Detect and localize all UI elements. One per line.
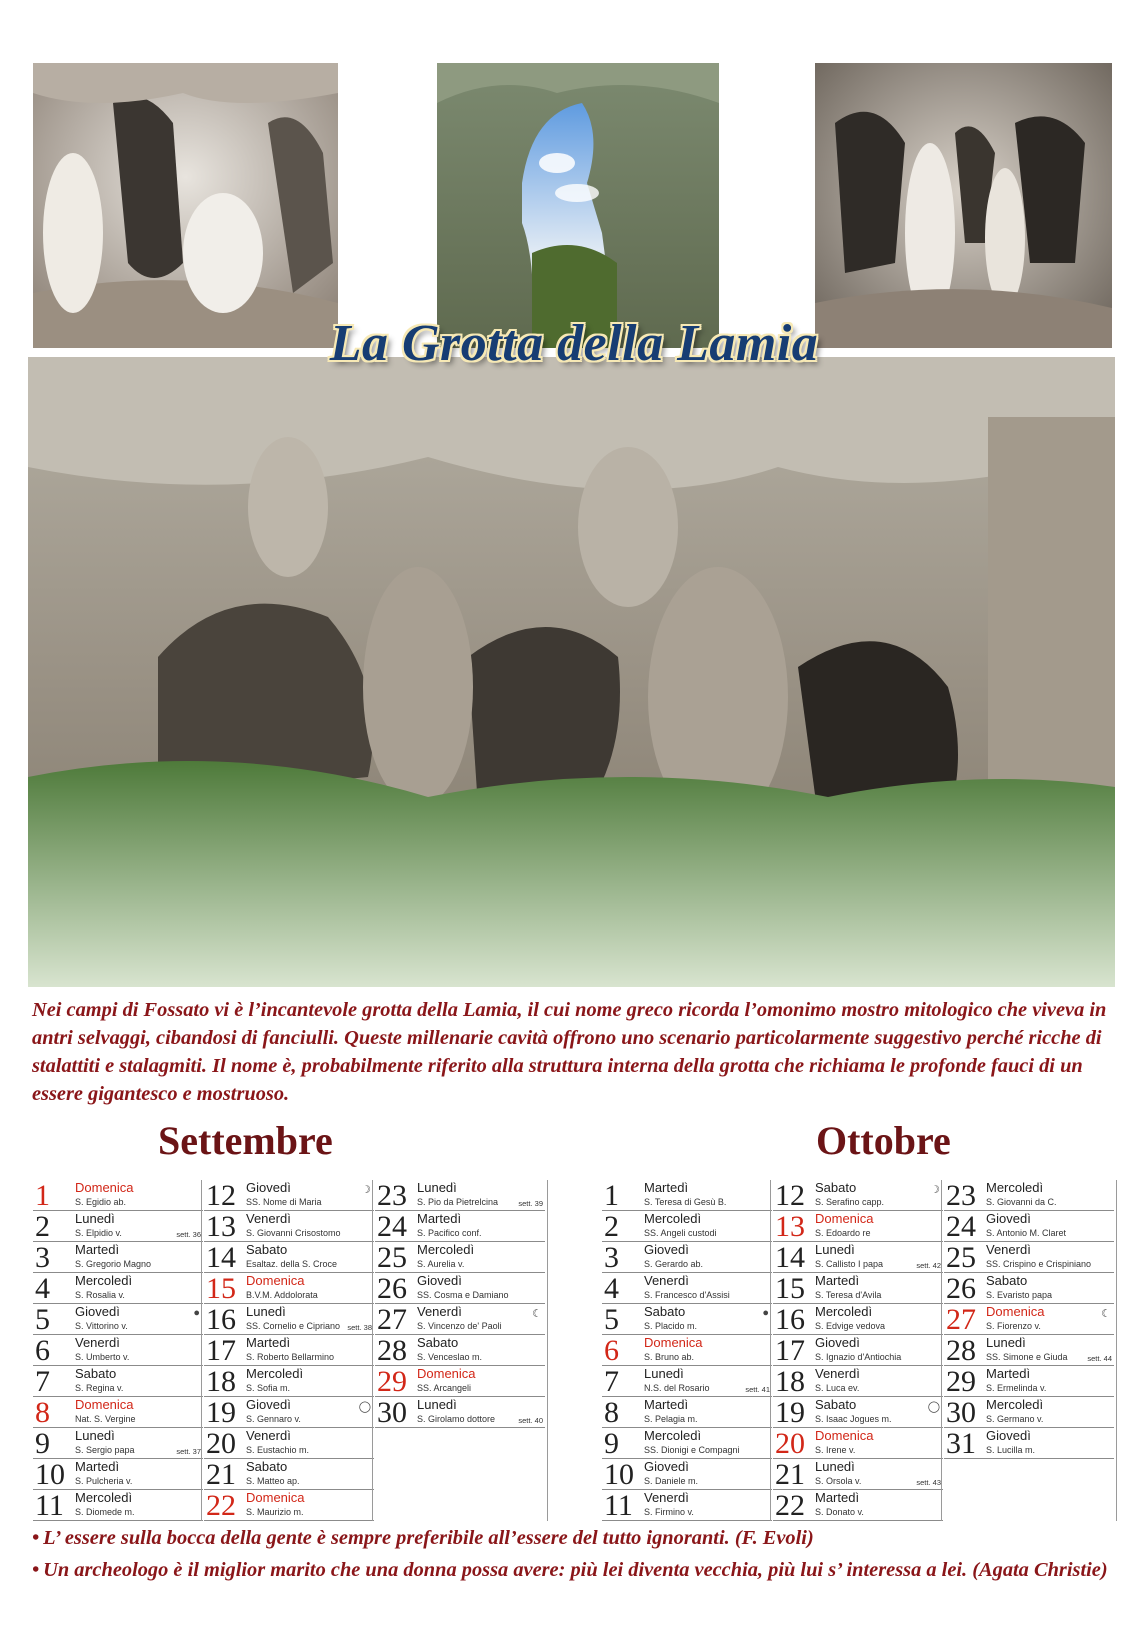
- weekday-name: Martedì: [246, 1335, 291, 1350]
- day-number: 31: [946, 1427, 976, 1460]
- saint-name: S. Pacifico conf.: [417, 1228, 482, 1238]
- calendar-day-row: [944, 1428, 1114, 1459]
- weekday-name: Mercoledì: [417, 1242, 475, 1257]
- calendar-day-row: [375, 1242, 545, 1273]
- saint-name: Esaltaz. della S. Croce: [246, 1259, 338, 1269]
- weekday-name: Venerdì: [644, 1273, 689, 1288]
- saint-name: S. Evaristo papa: [986, 1290, 1053, 1300]
- weekday-name: Martedì: [417, 1211, 462, 1226]
- calendar-day-row: [375, 1304, 545, 1335]
- saint-name: S. Francesco d'Assisi: [644, 1290, 730, 1300]
- day-number: 14: [206, 1241, 236, 1274]
- saint-name: S. Daniele m.: [644, 1476, 699, 1486]
- quote-1: [32, 1524, 814, 1552]
- day-number: 10: [604, 1458, 634, 1491]
- saint-name: SS. Arcangeli: [417, 1383, 472, 1393]
- calendar-column: [33, 1180, 203, 1521]
- saint-name: N.S. del Rosario: [644, 1383, 710, 1393]
- calendar-day-row: [944, 1273, 1114, 1304]
- day-number: 4: [35, 1272, 50, 1305]
- day-number: 15: [206, 1272, 236, 1305]
- day-number: 28: [377, 1334, 407, 1367]
- weekday-name: Giovedì: [815, 1335, 860, 1350]
- weekday-name: Giovedì: [246, 1397, 291, 1412]
- weekday-name: Martedì: [815, 1273, 860, 1288]
- weekday-name: Giovedì: [417, 1273, 462, 1288]
- weekday-name: Martedì: [75, 1242, 120, 1257]
- quote-2-text: Un archeologo è il miglior marito che una donna possa avere: più lei diventa vecchia, più lui s’ interessa a lei. (Agata Christie): [43, 1559, 1108, 1581]
- column-divider: [547, 1180, 548, 1521]
- week-number: sett. 36: [176, 1230, 201, 1239]
- calendar-day-row: [602, 1490, 772, 1521]
- weekday-name: Mercoledì: [75, 1490, 133, 1505]
- calendar-day-row: [944, 1304, 1114, 1335]
- day-number: 21: [775, 1458, 805, 1491]
- week-number: sett. 39: [518, 1199, 543, 1208]
- calendar-day-row: [602, 1304, 772, 1335]
- saint-name: B.V.M. Addolorata: [246, 1290, 318, 1300]
- saint-name: S. Pulcheria v.: [75, 1476, 133, 1486]
- saint-name: S. Antonio M. Claret: [986, 1228, 1067, 1238]
- day-number: 3: [35, 1241, 50, 1274]
- calendar-day-row: [375, 1273, 545, 1304]
- month-title-october: Ottobre: [816, 1118, 951, 1163]
- calendar-day-row: [204, 1459, 374, 1490]
- day-number: 2: [604, 1210, 619, 1243]
- moon-phase-icon: ●: [762, 1307, 769, 1319]
- page-title: La Grotta della Lamia: [329, 315, 819, 372]
- calendar-day-row: [204, 1335, 374, 1366]
- day-number: 7: [604, 1365, 619, 1398]
- saint-name: S. Diomede m.: [75, 1507, 135, 1517]
- day-number: 3: [604, 1241, 619, 1274]
- saint-name: S. Bruno ab.: [644, 1352, 695, 1362]
- quote-2: [32, 1556, 1122, 1584]
- saint-name: S. Edoardo re: [815, 1228, 871, 1238]
- weekday-name: Lunedì: [417, 1397, 457, 1412]
- saint-name: SS. Dionigi e Compagni: [644, 1445, 740, 1455]
- day-number: 21: [206, 1458, 236, 1491]
- calendar-day-row: [33, 1459, 203, 1490]
- calendar-day-row: [602, 1180, 772, 1211]
- day-number: 24: [377, 1210, 407, 1243]
- saint-name: S. Orsola v.: [815, 1476, 862, 1486]
- saint-name: S. Fiorenzo v.: [986, 1321, 1041, 1331]
- weekday-name: Mercoledì: [75, 1273, 133, 1288]
- calendar-day-row: [602, 1211, 772, 1242]
- moon-phase-icon: ◯: [358, 1401, 371, 1413]
- calendar-day-row: [33, 1366, 203, 1397]
- day-number: 23: [946, 1179, 976, 1212]
- day-number: 29: [377, 1365, 407, 1398]
- weekday-name: Mercoledì: [986, 1397, 1044, 1412]
- weekday-name: Domenica: [75, 1397, 134, 1412]
- calendar-day-row: [773, 1273, 943, 1304]
- calendar-day-row: [204, 1180, 374, 1211]
- weekday-name: Domenica: [75, 1180, 134, 1195]
- moon-phase-icon: ☽: [930, 1184, 940, 1196]
- calendar-day-row: [204, 1428, 374, 1459]
- day-number: 7: [35, 1365, 50, 1398]
- day-number: 13: [206, 1210, 236, 1243]
- calendar-day-row: [375, 1397, 545, 1428]
- calendar-day-row: [773, 1366, 943, 1397]
- calendar-day-row: [944, 1397, 1114, 1428]
- weekday-name: Venerdì: [815, 1366, 860, 1381]
- weekday-name: Venerdì: [644, 1490, 689, 1505]
- day-number: 6: [604, 1334, 619, 1367]
- calendar-day-row: [944, 1335, 1114, 1366]
- calendar-day-row: [33, 1335, 203, 1366]
- day-number: 26: [377, 1272, 407, 1305]
- day-number: 8: [35, 1396, 50, 1429]
- day-number: 9: [35, 1427, 50, 1460]
- calendar-day-row: [375, 1366, 545, 1397]
- day-number: 30: [946, 1396, 976, 1429]
- day-number: 4: [604, 1272, 619, 1305]
- saint-name: S. Teresa d'Avila: [815, 1290, 882, 1300]
- calendar-day-row: [602, 1273, 772, 1304]
- day-number: 20: [775, 1427, 805, 1460]
- day-number: 19: [775, 1396, 805, 1429]
- saint-name: SS. Simone e Giuda: [986, 1352, 1068, 1362]
- saint-name: S. Vincenzo de' Paoli: [417, 1321, 502, 1331]
- weekday-name: Lunedì: [644, 1366, 684, 1381]
- saint-name: S. Girolamo dottore: [417, 1414, 496, 1424]
- weekday-name: Giovedì: [246, 1180, 291, 1195]
- calendar-day-row: [773, 1490, 943, 1521]
- calendar-day-row: [773, 1211, 943, 1242]
- calendar-day-row: [33, 1428, 203, 1459]
- calendar-day-row: [773, 1428, 943, 1459]
- intro-paragraph: Nei campi di Fossato vi è l’incantevole grotta della Lamia, il cui nome greco ricorda l’omonimo mostro mitologico che viveva in antri selvaggi, cibandosi di fanciulli. Queste millenarie cavità offrono uno scenario particolarmente suggestivo perché ricche di stalattiti e stalagmiti. Il nome è, probabilmente riferito alla struttura interna della grotta che richiama le profonde fauci di un essere gigantesco e mostruoso.: [32, 999, 1107, 1105]
- day-number: 18: [206, 1365, 236, 1398]
- day-number: 9: [604, 1427, 619, 1460]
- weekday-name: Martedì: [75, 1459, 120, 1474]
- cave-window-photo: [437, 63, 719, 348]
- calendar-day-row: [204, 1366, 374, 1397]
- moon-phase-icon: ☾: [1101, 1308, 1111, 1320]
- calendar-day-row: [773, 1459, 943, 1490]
- calendar-day-row: [204, 1304, 374, 1335]
- saint-name: S. Callisto I papa: [815, 1259, 884, 1269]
- weekday-name: Domenica: [417, 1366, 476, 1381]
- day-number: 10: [35, 1458, 65, 1491]
- calendar-column: [204, 1180, 374, 1521]
- calendar-day-row: [773, 1180, 943, 1211]
- weekday-name: Mercoledì: [644, 1428, 702, 1443]
- saint-name: S. Gregorio Magno: [75, 1259, 152, 1269]
- saint-name: S. Serafino capp.: [815, 1197, 885, 1207]
- day-number: 26: [946, 1272, 976, 1305]
- saint-name: S. Luca ev.: [815, 1383, 860, 1393]
- weekday-name: Lunedì: [815, 1459, 855, 1474]
- day-number: 12: [206, 1179, 236, 1212]
- day-number: 12: [775, 1179, 805, 1212]
- saint-name: S. Eustachio m.: [246, 1445, 310, 1455]
- saint-name: S. Giovanni da C.: [986, 1197, 1057, 1207]
- calendar-day-row: [204, 1242, 374, 1273]
- calendar-column: [375, 1180, 545, 1428]
- day-number: 20: [206, 1427, 236, 1460]
- weekday-name: Sabato: [644, 1304, 686, 1319]
- day-number: 17: [775, 1334, 805, 1367]
- week-number: sett. 40: [518, 1416, 543, 1425]
- saint-name: S. Placido m.: [644, 1321, 698, 1331]
- saint-name: S. Sofia m.: [246, 1383, 291, 1393]
- weekday-name: Giovedì: [986, 1211, 1031, 1226]
- day-number: 6: [35, 1334, 50, 1367]
- bullet-icon: •: [32, 1527, 40, 1549]
- calendar-day-row: [602, 1397, 772, 1428]
- day-number: 19: [206, 1396, 236, 1429]
- calendar-day-row: [602, 1366, 772, 1397]
- weekday-name: Giovedì: [75, 1304, 120, 1319]
- weekday-name: Venerdì: [246, 1428, 291, 1443]
- day-number: 27: [946, 1303, 976, 1336]
- week-number: sett. 37: [176, 1447, 201, 1456]
- saint-name: S. Giovanni Crisostomo: [246, 1228, 341, 1238]
- calendar-day-row: [773, 1304, 943, 1335]
- saint-name: S. Teresa di Gesù B.: [644, 1197, 727, 1207]
- saint-name: S. Gerardo ab.: [644, 1259, 704, 1269]
- saint-name: S. Ermelinda v.: [986, 1383, 1047, 1393]
- calendar-column: [773, 1180, 943, 1521]
- saint-name: S. Egidio ab.: [75, 1197, 127, 1207]
- day-number: 24: [946, 1210, 976, 1243]
- day-number: 22: [775, 1489, 805, 1522]
- column-divider: [1116, 1180, 1117, 1521]
- saint-name: S. Venceslao m.: [417, 1352, 483, 1362]
- weekday-name: Domenica: [815, 1428, 874, 1443]
- week-number: sett. 44: [1087, 1354, 1112, 1363]
- moon-phase-icon: ◯: [927, 1401, 940, 1413]
- saint-name: SS. Angeli custodi: [644, 1228, 717, 1238]
- calendar-day-row: [204, 1490, 374, 1521]
- saint-name: S. Edvige vedova: [815, 1321, 886, 1331]
- calendar-day-row: [944, 1366, 1114, 1397]
- week-number: sett. 43: [916, 1478, 941, 1487]
- saint-name: S. Umberto v.: [75, 1352, 130, 1362]
- saint-name: S. Rosalia v.: [75, 1290, 125, 1300]
- day-number: 28: [946, 1334, 976, 1367]
- week-number: sett. 38: [347, 1323, 372, 1332]
- day-number: 23: [377, 1179, 407, 1212]
- weekday-name: Lunedì: [986, 1335, 1026, 1350]
- saint-name: S. Isaac Jogues m.: [815, 1414, 892, 1424]
- calendar-day-row: [33, 1211, 203, 1242]
- weekday-name: Martedì: [815, 1490, 860, 1505]
- weekday-name: Sabato: [246, 1459, 288, 1474]
- saint-name: S. Elpidio v.: [75, 1228, 122, 1238]
- quote-1-text: L’ essere sulla bocca della gente è sempre preferibile all’essere del tutto ignoranti. (F. Evoli): [43, 1527, 814, 1549]
- day-number: 17: [206, 1334, 236, 1367]
- day-number: 1: [604, 1179, 619, 1212]
- calendar-day-row: [944, 1211, 1114, 1242]
- weekday-name: Mercoledì: [246, 1366, 304, 1381]
- saint-name: SS. Nome di Maria: [246, 1197, 322, 1207]
- cave-photo-stalagmites-right: [815, 63, 1112, 348]
- calendar-day-row: [773, 1335, 943, 1366]
- saint-name: S. Pio da Pietrelcina: [417, 1197, 499, 1207]
- saint-name: S. Regina v.: [75, 1383, 124, 1393]
- saint-name: S. Irene v.: [815, 1445, 856, 1455]
- saint-name: S. Aurelia v.: [417, 1259, 465, 1269]
- cave-photo-stalagmites-left: [33, 63, 338, 348]
- saint-name: SS. Cosma e Damiano: [417, 1290, 509, 1300]
- day-number: 30: [377, 1396, 407, 1429]
- weekday-name: Domenica: [986, 1304, 1045, 1319]
- saint-name: S. Pelagia m.: [644, 1414, 698, 1424]
- day-number: 25: [377, 1241, 407, 1274]
- weekday-name: Mercoledì: [644, 1211, 702, 1226]
- calendar-day-row: [944, 1180, 1114, 1211]
- saint-name: S. Maurizio m.: [246, 1507, 304, 1517]
- weekday-name: Lunedì: [246, 1304, 286, 1319]
- weekday-name: Venerdì: [75, 1335, 120, 1350]
- column-divider: [941, 1180, 942, 1521]
- weekday-name: Martedì: [644, 1180, 689, 1195]
- weekday-name: Venerdì: [246, 1211, 291, 1226]
- weekday-name: Domenica: [815, 1211, 874, 1226]
- weekday-name: Mercoledì: [986, 1180, 1044, 1195]
- saint-name: S. Donato v.: [815, 1507, 864, 1517]
- weekday-name: Lunedì: [75, 1428, 115, 1443]
- calendar-day-row: [33, 1397, 203, 1428]
- day-number: 11: [35, 1489, 64, 1522]
- day-number: 27: [377, 1303, 407, 1336]
- calendar-day-row: [375, 1211, 545, 1242]
- saint-name: S. Vittorino v.: [75, 1321, 128, 1331]
- bullet-icon: •: [32, 1559, 40, 1581]
- calendar-day-row: [773, 1397, 943, 1428]
- day-number: 13: [775, 1210, 805, 1243]
- weekday-name: Martedì: [986, 1366, 1031, 1381]
- calendar-day-row: [204, 1273, 374, 1304]
- weekday-name: Sabato: [417, 1335, 459, 1350]
- week-number: sett. 41: [745, 1385, 770, 1394]
- weekday-name: Domenica: [644, 1335, 703, 1350]
- calendar-day-row: [33, 1242, 203, 1273]
- weekday-name: Lunedì: [815, 1242, 855, 1257]
- calendar-day-row: [944, 1242, 1114, 1273]
- weekday-name: Lunedì: [75, 1211, 115, 1226]
- weekday-name: Sabato: [815, 1397, 857, 1412]
- calendar-day-row: [33, 1180, 203, 1211]
- column-divider: [201, 1180, 202, 1521]
- calendar-column: [944, 1180, 1114, 1459]
- calendar-day-row: [33, 1273, 203, 1304]
- calendar-day-row: [33, 1490, 203, 1521]
- saint-name: S. Germano v.: [986, 1414, 1044, 1424]
- calendar-day-row: [602, 1335, 772, 1366]
- calendar-day-row: [204, 1397, 374, 1428]
- day-number: 18: [775, 1365, 805, 1398]
- day-number: 2: [35, 1210, 50, 1243]
- week-number: sett. 42: [916, 1261, 941, 1270]
- day-number: 22: [206, 1489, 236, 1522]
- saint-name: S. Gennaro v.: [246, 1414, 301, 1424]
- day-number: 16: [206, 1303, 236, 1336]
- weekday-name: Sabato: [246, 1242, 288, 1257]
- saint-name: S. Firmino v.: [644, 1507, 694, 1517]
- weekday-name: Giovedì: [986, 1428, 1031, 1443]
- column-divider: [372, 1180, 373, 1521]
- calendar-day-row: [602, 1242, 772, 1273]
- calendar-day-row: [204, 1211, 374, 1242]
- calendar-day-row: [602, 1428, 772, 1459]
- saint-name: SS. Cornelio e Cipriano: [246, 1321, 341, 1331]
- calendar-column: [602, 1180, 772, 1521]
- saint-name: S. Sergio papa: [75, 1445, 135, 1455]
- weekday-name: Domenica: [246, 1490, 305, 1505]
- weekday-name: Giovedì: [644, 1242, 689, 1257]
- moon-phase-icon: ●: [193, 1307, 200, 1319]
- saint-name: S. Roberto Bellarmino: [246, 1352, 335, 1362]
- column-divider: [770, 1180, 771, 1521]
- weekday-name: Sabato: [75, 1366, 117, 1381]
- saint-name: S. Matteo ap.: [246, 1476, 300, 1486]
- day-number: 5: [604, 1303, 619, 1336]
- day-number: 16: [775, 1303, 805, 1336]
- calendar-day-row: [33, 1304, 203, 1335]
- saint-name: S. Ignazio d'Antiochia: [815, 1352, 902, 1362]
- day-number: 5: [35, 1303, 50, 1336]
- saint-name: Nat. S. Vergine: [75, 1414, 136, 1424]
- weekday-name: Sabato: [815, 1180, 857, 1195]
- calendar-day-row: [773, 1242, 943, 1273]
- weekday-name: Mercoledì: [815, 1304, 873, 1319]
- calendar-day-row: [602, 1459, 772, 1490]
- weekday-name: Venerdì: [417, 1304, 462, 1319]
- day-number: 8: [604, 1396, 619, 1429]
- saint-name: S. Lucilla m.: [986, 1445, 1036, 1455]
- day-number: 14: [775, 1241, 805, 1274]
- moon-phase-icon: ☽: [361, 1184, 371, 1196]
- weekday-name: Martedì: [644, 1397, 689, 1412]
- weekday-name: Lunedì: [417, 1180, 457, 1195]
- weekday-name: Venerdì: [986, 1242, 1031, 1257]
- calendar-day-row: [375, 1335, 545, 1366]
- weekday-name: Giovedì: [644, 1459, 689, 1474]
- day-number: 25: [946, 1241, 976, 1274]
- day-number: 15: [775, 1272, 805, 1305]
- day-number: 29: [946, 1365, 976, 1398]
- moon-phase-icon: ☾: [532, 1308, 542, 1320]
- weekday-name: Domenica: [246, 1273, 305, 1288]
- month-title-september: Settembre: [158, 1118, 333, 1163]
- weekday-name: Sabato: [986, 1273, 1028, 1288]
- saint-name: SS. Crispino e Crispiniano: [986, 1259, 1092, 1269]
- day-number: 11: [604, 1489, 633, 1522]
- day-number: 1: [35, 1179, 50, 1212]
- calendar-day-row: [375, 1180, 545, 1211]
- grotta-della-lamia-main-photo: [28, 357, 1115, 987]
